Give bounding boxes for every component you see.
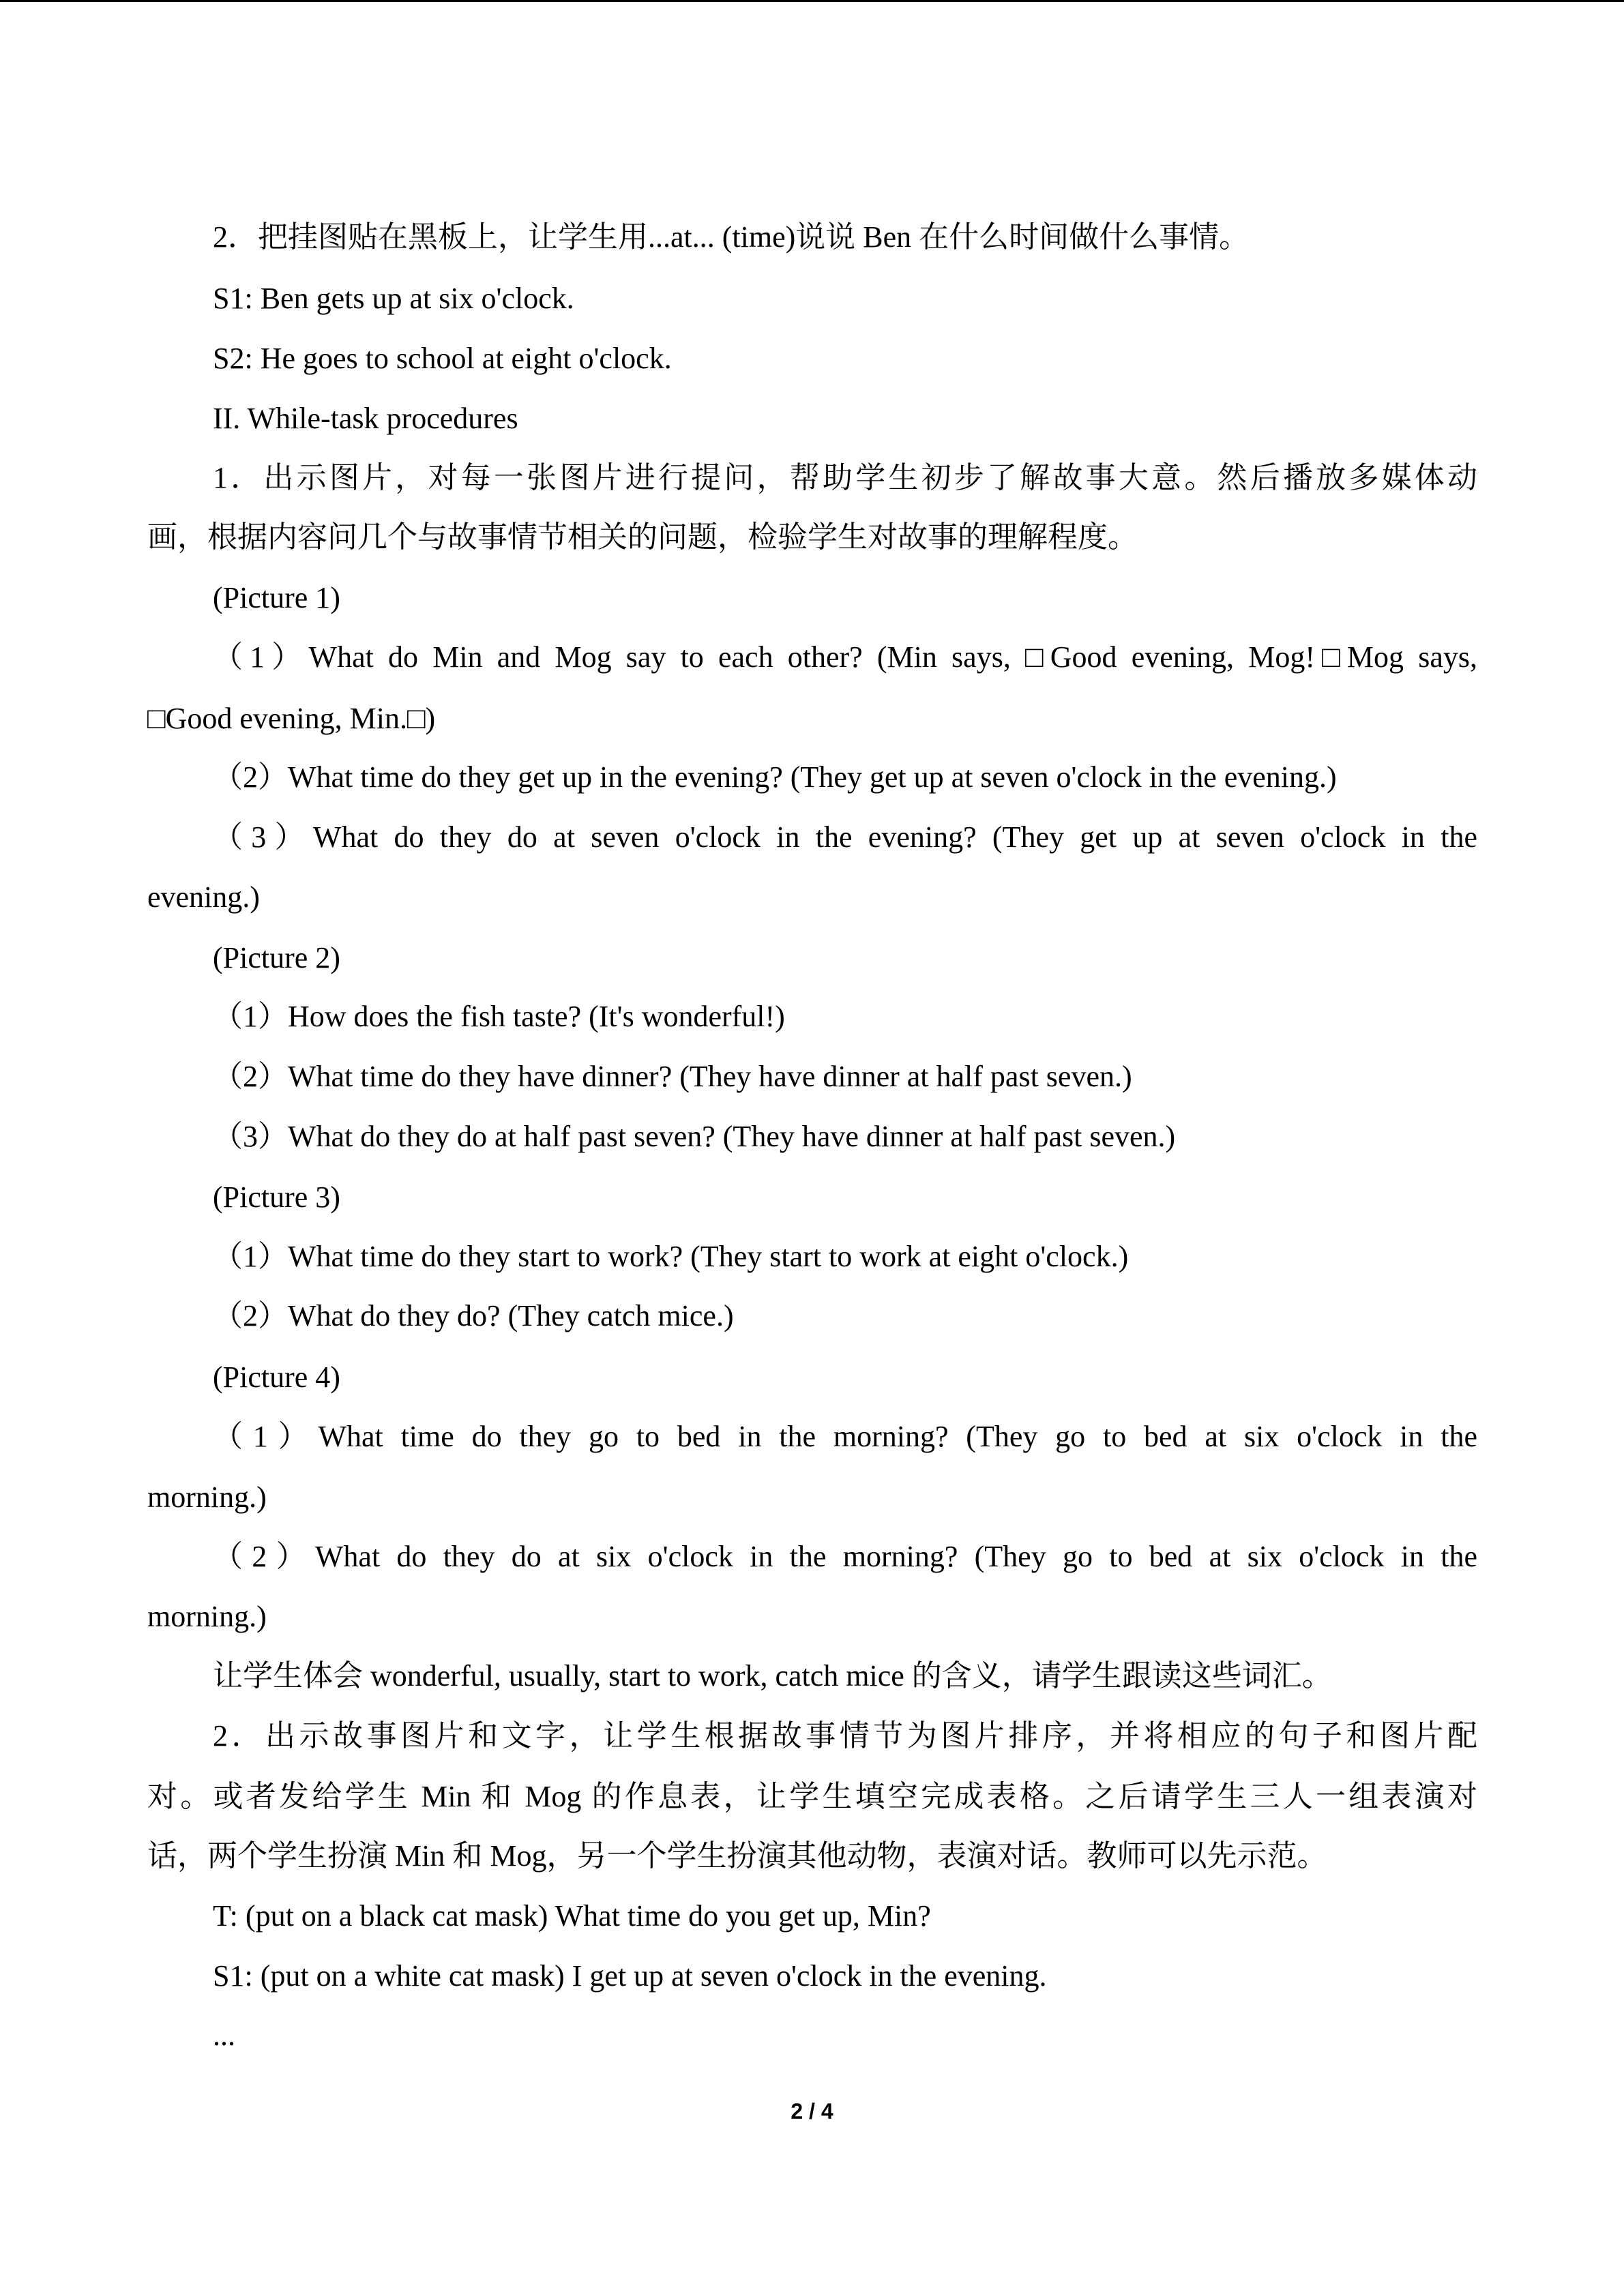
question-line: （1）What time do they go to bed in the morning? (They go to bed at six o'clock in the bbox=[213, 1420, 1477, 1453]
text-line: 画，根据内容问几个与故事情节相关的问题，检验学生对故事的理解程度。 bbox=[147, 520, 1138, 554]
question-line: （1）What time do they start to work? (They start to work at eight o'clock.) bbox=[213, 1240, 1129, 1273]
ellipsis-line: ... bbox=[213, 2018, 235, 2052]
text-line: S1: Ben gets up at six o'clock. bbox=[213, 282, 574, 315]
question-line: （1）What do Min and Mog say to each other? (Min says, □Good evening, Mog!□Mog says, bbox=[213, 640, 1477, 674]
question-line: （2）What do they do at six o'clock in the morning? (They go to bed at six o'clock in the bbox=[213, 1540, 1477, 1573]
question-line: （2）What time do they have dinner? (They have dinner at half past seven.) bbox=[213, 1060, 1132, 1093]
document-page bbox=[147, 0, 1477, 2296]
text-line: morning.) bbox=[147, 1480, 267, 1514]
text-line: 2．出示故事图片和文字，让学生根据故事情节为图片排序，并将相应的句子和图片配 bbox=[213, 1719, 1477, 1753]
text-line: S2: He goes to school at eight o'clock. bbox=[213, 342, 672, 375]
section-heading: II. While-task procedures bbox=[213, 402, 518, 435]
text-line: 2．把挂图贴在黑板上，让学生用...at... (time)说说 Ben 在什么时间做什么事情。 bbox=[213, 220, 1250, 254]
question-line: （3）What do they do at seven o'clock in the evening? (They get up at seven o'clock in the bbox=[213, 820, 1477, 854]
text-line: morning.) bbox=[147, 1600, 267, 1633]
picture-label: (Picture 4) bbox=[213, 1360, 340, 1394]
picture-label: (Picture 1) bbox=[213, 581, 340, 614]
question-line: （3）What do they do at half past seven? (They have dinner at half past seven.) bbox=[213, 1120, 1176, 1153]
text-line: 话，两个学生扮演 Min 和 Mog，另一个学生扮演其他动物，表演对话。教师可以先示范。 bbox=[147, 1839, 1327, 1873]
text-line: 对。或者发给学生 Min 和 Mog 的作息表，让学生填空完成表格。之后请学生三人一组表演对 bbox=[147, 1780, 1477, 1813]
picture-label: (Picture 2) bbox=[213, 941, 340, 974]
question-line: （1）How does the fish taste? (It's wonderful!) bbox=[213, 1000, 785, 1033]
text-line: 让学生体会 wonderful, usually, start to work, catch mice 的含义，请学生跟读这些词汇。 bbox=[213, 1659, 1332, 1693]
picture-label: (Picture 3) bbox=[213, 1180, 340, 1214]
text-line: □Good evening, Min.□) bbox=[147, 702, 436, 735]
question-line: （2）What do they do? (They catch mice.) bbox=[213, 1299, 734, 1332]
text-line: 1．出示图片，对每一张图片进行提问，帮助学生初步了解故事大意。然后播放多媒体动 bbox=[213, 461, 1477, 494]
text-line: evening.) bbox=[147, 880, 260, 914]
question-line: （2）What time do they get up in the evening? (They get up at seven o'clock in the evening.) bbox=[213, 760, 1337, 794]
dialogue-line: S1: (put on a white cat mask) I get up at seven o'clock in the evening. bbox=[213, 1959, 1047, 1993]
page-number: 2 / 4 bbox=[791, 2099, 833, 2123]
dialogue-line: T: (put on a black cat mask) What time do you get up, Min? bbox=[213, 1899, 931, 1933]
